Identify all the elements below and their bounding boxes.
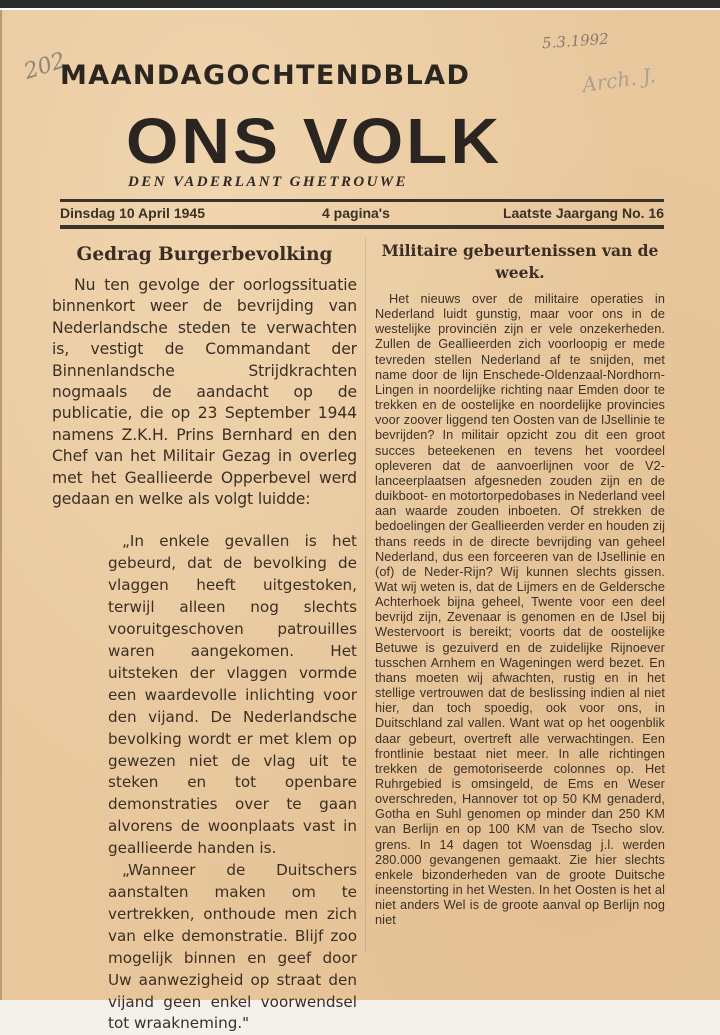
article-military-events xyxy=(375,238,665,929)
window-top-bar xyxy=(0,0,720,10)
article-intro: Nu ten gevolge der oorlogssituatie binnenkort weer de bevrijding van Nederlandsche steden te verwachten is, vestigt de Commandant der Binnenlandsche Strijdkrachten nogmaals de aandacht op de publicatie, die op 23 September 1944 namens Z.K.H. Prins Bernhard en den Chef van het Militair Gezag in overleg met het Geallieerde Opperbevel werd gedaan en welke als volgt luidde: xyxy=(52,276,357,509)
handwritten-date: 5.3.1992 xyxy=(541,29,610,53)
quote-paragraph: „Wanneer de Duitschers aanstalten maken om te vertrekken, onthoude men zich van elke demonstratie. Blijf zoo mogelijk binnen en geef door Uw aanwezigheid op straat den vijand geen enkel voorwendsel tot wraakneming." xyxy=(108,861,357,1033)
article-heading: Gedrag Burgerbevolking xyxy=(76,244,333,265)
article-quote xyxy=(52,531,357,1035)
issue-number: Laatste Jaargang No. 16 xyxy=(502,205,664,221)
masthead-rule-bottom xyxy=(60,225,664,229)
issue-date: Dinsdag 10 April 1945 xyxy=(60,205,205,221)
page-count: 4 pagina's xyxy=(322,205,390,221)
article-civilian-conduct xyxy=(52,238,357,1035)
dateline xyxy=(60,203,664,223)
article-heading: Militaire gebeurtenissen van de week. xyxy=(381,241,659,282)
masthead-edition: MAANDAGOCHTENDBLAD xyxy=(60,60,471,91)
column-divider xyxy=(365,238,366,953)
quote-paragraph: „In enkele gevallen is het gebeurd, dat de bevolking de vlaggen heeft uitgestoken, terwijl alleen nog slechts vooruitgeschoven patrouilles waren aangekomen. Het uitsteken der vlaggen vormde een waardevolle inlichting voor den vijand. De Nederlandsche bevolking wordt er met klem op gewezen niet de vlag uit te steken en tot openbare demonstraties over te gaan alvorens de woonplaats vast in geallieerde handen is. xyxy=(108,532,357,858)
masthead-rule-top xyxy=(60,199,664,202)
handwritten-signature: Arch. J. xyxy=(580,62,657,98)
masthead-motto: DEN VADERLANT GHETROUWE xyxy=(128,174,408,190)
newspaper-title: ONS VOLK xyxy=(126,105,503,177)
handwritten-page-number: 202 xyxy=(21,48,69,85)
article-body: Het nieuws over de militaire operaties in Nederland luidt gunstig, maar voor ons in de westelijke provinciën zijn er vele onzekerheden. Zullen de Geallieerden zich voorloopig er mede tevreden stellen Nederland af te snijden, met name door de lijn Enschede-Oldenzaal-Nordhorn-Lingen in noordelijke richting naar Emden door te trekken en de oostelijke en noordelijke provincies voor zoover liggend ten Oosten van de IJsellinie te bevrijden? In militair opzicht zou dit een groot succes beteekenen en tevens het voordeel opleveren dat de aanvoerlijnen voor de V2-lanceerplaatsen afgesneden zouden zijn en de duikboot- en motortorpedobases in Nederland veel aan waarde zouden inboeten. Of strekken de bedoelingen der Geallieerden verder en houden zij thans reeds in de directe bevrijding van geheel Nederland, dus een forceeren van de IJsellinie en (of) de Neder-Rijn? Wij kunnen slechts gissen. Wat wij weten is, dat de Lijmers en de Geldersche Achterhoek bijna geheel, Twente voor een deel bevrijd zijn, Zevenaar is genomen en de IJsel bij Westervoort is bereikt; voorts dat de oostelijke Betuwe is gezuiverd en de zuidelijke Rijnoever tusschen Arnhem en Wageningen werd bezet. En thans moeten wij afwachten, rustig en in het stellige vertrouwen dat de beslissing indien al niet hier, dan toch spoedig, ook voor ons, in Duitschland zal vallen. Want wat op het oogenblik daar gebeurt, overtreft alle verwachtingen. Een frontlinie bestaat niet meer. In alle richtingen trekken de gemotoriseerde colonnes op. Het Ruhrgebied is omsingeld, de Ems en Weser overschreden, Hannover tot op 50 KM genaderd, Gotha en Suhl genomen op minder dan 250 KM van Berlijn en op 100 KM van de Tsecho slov. grens. In 14 dagen tot Woensdag j.l. werden 280.000 gevangenen gemaakt. Zie hier slechts enkele bizonderheden van de groote Duitsche ineenstorting in het Westen. In het Oosten is het al niet anders Wel is de groote aanval op Berlijn nog niet xyxy=(375,292,665,928)
